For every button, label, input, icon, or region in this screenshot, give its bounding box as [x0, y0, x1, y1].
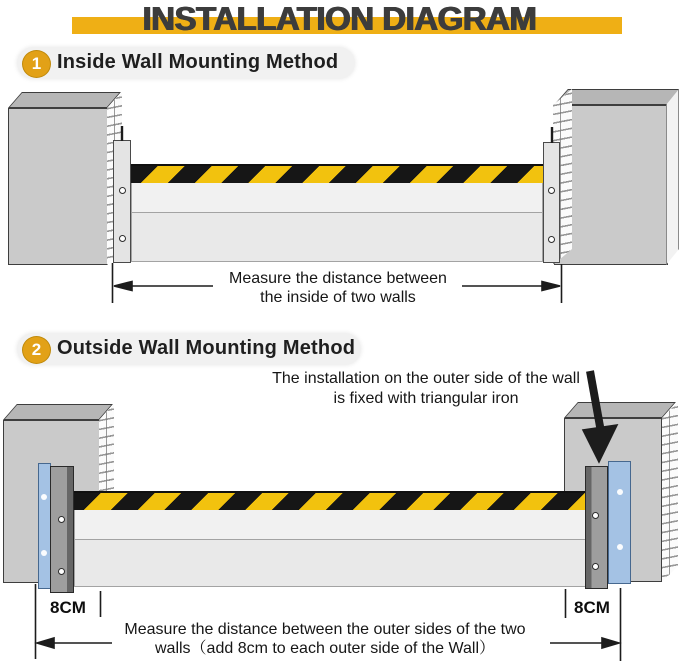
- d1-measurement-caption: [214, 269, 462, 307]
- d1-right-plate-screw-hole: [548, 187, 555, 194]
- d2-note-line1: The installation on the outer side of the wall: [272, 370, 580, 387]
- d1-left-arrowhead-icon: [114, 282, 132, 291]
- d2-left-wall-top-face: [3, 404, 113, 420]
- d1-right-arrowhead-icon: [542, 282, 560, 291]
- d1-right-wall-top-face: [554, 89, 679, 105]
- d1-barrier-body-upper: [131, 183, 543, 213]
- d2-barrier-body-upper: [74, 510, 587, 540]
- d2-right-plate-screw-hole: [592, 512, 599, 519]
- d2-barrier-hazard-stripe: [74, 491, 587, 510]
- section1-heading: Inside Wall Mounting Method: [57, 51, 339, 73]
- d2-left-8cm-label: 8CM: [50, 598, 86, 617]
- d2-right-mounting-plate: [585, 466, 608, 589]
- d1-left-plate-screw-hole: [119, 187, 126, 194]
- d1-measurement-line2: the inside of two walls: [260, 289, 416, 306]
- page-title: INSTALLATION DIAGRAM: [142, 0, 537, 37]
- d2-measurement-caption: [95, 620, 555, 658]
- section2-heading: Outside Wall Mounting Method: [57, 337, 356, 359]
- section2-number-badge: 2: [22, 336, 51, 364]
- d2-measurement-line2: walls（add 8cm to each outer side of the Wall）: [154, 640, 495, 657]
- d2-right-triangular-iron: [608, 461, 631, 584]
- d2-right-arrowhead-icon: [602, 638, 619, 648]
- d1-left-wall-top-face: [8, 92, 121, 108]
- d1-left-plate-screw-hole: [119, 235, 126, 242]
- d2-right-8cm-label: 8CM: [574, 598, 610, 617]
- d2-right-iron-rivet: [617, 489, 623, 495]
- d2-right-plate-screw-hole: [592, 563, 599, 570]
- d2-right-iron-rivet: [617, 544, 623, 550]
- d2-right-wall-brick-edge: [662, 402, 678, 582]
- d2-left-plate-screw-hole: [58, 516, 65, 523]
- d1-barrier-hazard-stripe: [131, 164, 543, 183]
- d1-left-wall-front-face: [8, 108, 108, 265]
- d2-barrier-body-lower: [74, 540, 587, 587]
- d1-measurement-line1: Measure the distance between: [229, 270, 447, 287]
- d2-left-iron-rivet: [41, 494, 47, 500]
- d2-left-arrowhead-icon: [37, 638, 54, 648]
- d1-left-mounting-plate: [113, 140, 131, 263]
- d1-right-plate-screw-hole: [548, 236, 555, 243]
- d2-measurement-line1: Measure the distance between the outer sides of the two: [124, 621, 526, 638]
- d1-right-mounting-plate: [543, 142, 560, 263]
- section1-number-badge: 1: [22, 50, 51, 78]
- d2-left-plate-screw-hole: [58, 568, 65, 575]
- d2-left-iron-rivet: [41, 550, 47, 556]
- d2-note-line2: is fixed with triangular iron: [333, 390, 519, 407]
- d1-barrier-body-lower: [131, 213, 543, 262]
- d1-right-wall-side-face: [666, 89, 679, 265]
- d2-note: [226, 369, 626, 409]
